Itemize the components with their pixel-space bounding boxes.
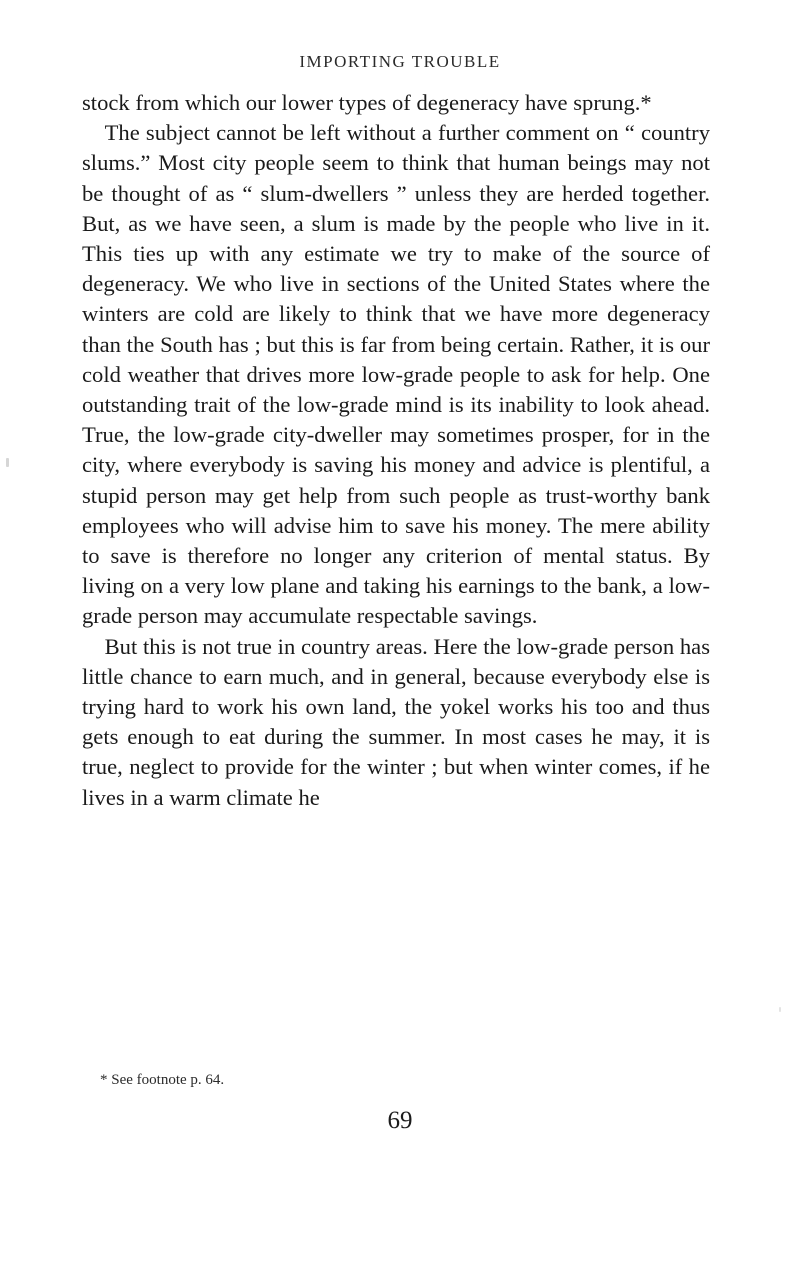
- margin-speck-right: [779, 1007, 781, 1012]
- page-number: 69: [387, 1107, 413, 1134]
- footnote: * See footnote p. 64.: [100, 1072, 225, 1088]
- paragraph-1: stock from which our lower types of degeneracy have sprung.*: [82, 90, 652, 115]
- margin-speck-left: [6, 458, 9, 467]
- body-text: [82, 88, 710, 813]
- paragraph-2: The subject cannot be left without a further comment on “ country slums.” Most city people seem to think that human beings may not be thought of as “ slum-dwellers ” unless they are herded together. But, as we have seen, a slum is made by the people who live in it. This ties up with any estimate we try to make of the source of degeneracy. We who live in sections of the United States where the winters are cold are likely to think that we have more degeneracy than the South has ; but this is far from being certain. Rather, it is our cold weather that drives more low-grade people to ask for help. One outstanding trait of the low-grade mind is its inability to look ahead. True, the low-grade city-dweller may sometimes prosper, for in the city, where everybody is saving his money and advice is plentiful, a stupid person may get help from such people as trust-worthy bank employees who will advise him to save his money. The mere ability to save is therefore no longer any criterion of mental status. By living on a very low plane and taking his earnings to the bank, a low-grade person may accumulate respectable savings.: [82, 120, 710, 629]
- running-head: IMPORTING TROUBLE: [299, 52, 501, 71]
- paragraph-3: But this is not true in country areas. Here the low-grade person has little chance to earn much, and in general, because everybody else is trying hard to work his own land, the yokel works his too and thus gets enough to eat during the summer. In most cases he may, it is true, neglect to provide for the winter ; but when winter comes, if he lives in a warm climate he: [82, 633, 710, 810]
